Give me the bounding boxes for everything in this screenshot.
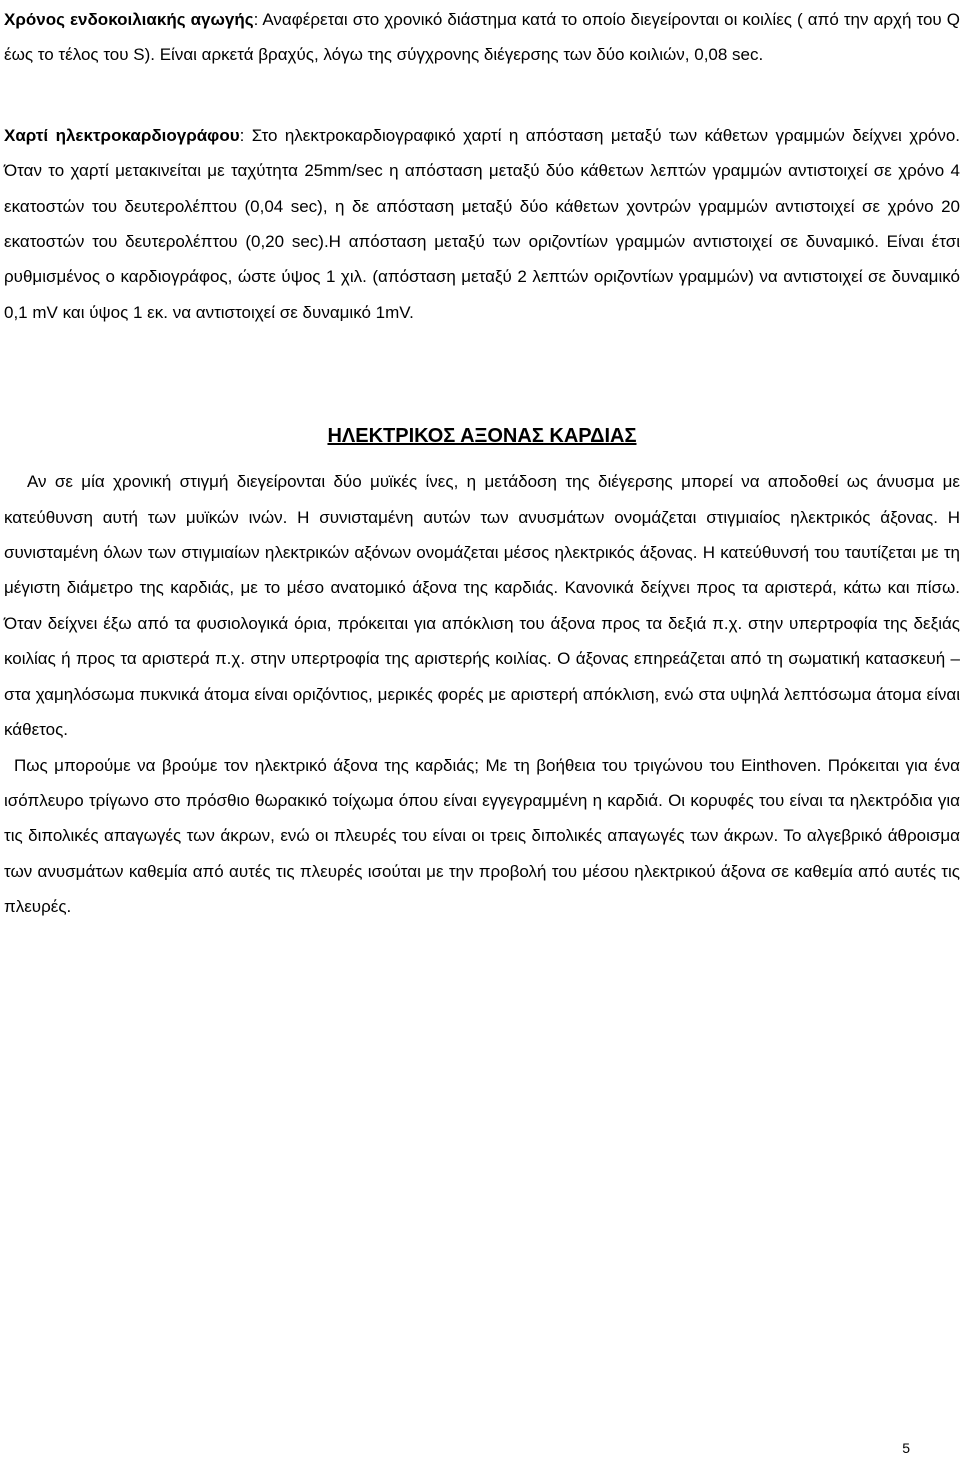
document-page — [4, 0, 960, 925]
section-heading: ΗΛΕΚΤΡΙΚΟΣ ΑΞΟΝΑΣ ΚΑΡΔΙΑΣ — [327, 425, 637, 448]
paragraph-text: : Αναφέρεται στο χρονικό διάστημα κατά το οποίο διεγείρονται οι κοιλίες ( από την αρχή του Q έως το τέλος του S). Είναι αρκετά βραχύς, λόγω της σύγχρονης διέγερσης των δύο κοιλιών, 0,08 sec. — [4, 10, 960, 65]
page-number: 5 — [902, 1440, 910, 1456]
paragraph-electrical-axis: Αν σε μία χρονική στιγμή διεγείρονται δύο μυϊκές ίνες, η μετάδοση της διέγερσης μπορεί να αποδοθεί ως άνυσμα με κατεύθυνση αυτή των μυϊκών ινών. Η συνισταμένη αυτών των ανυσμάτων ονομάζεται στιγμιαίος ηλεκτρικός άξονας. Η συνισταμένη όλων των στιγμιαίων ηλεκτρικών αξόνων ονομάζεται μέσος ηλεκτρικός άξονας. Η κατεύθυνσή του ταυτίζεται με τη μέγιστη διάμετρο της καρδιάς, με το μέσο ανατομικό άξονα της καρδιάς. Κανονικά δείχνει προς τα αριστερά, κάτω και πίσω. Όταν δείχνει έξω από τα φυσιολογικά όρια, πρόκειται για απόκλιση του άξονα προς τα δεξιά π.χ. στην υπερτροφία της δεξιάς κοιλίας ή προς τα αριστερά π.χ. στην υπερτροφία της αριστερής κοιλίας. Ο άξονας επηρεάζεται από τη σωματική κατασκευή – στα χαμηλόσωμα πυκνικά άτομα είναι οριζόντιος, μερικές φορές με αριστερή απόκλιση, ενώ στα υψηλά λεπτόσωμα άτομα είναι κάθετος. — [4, 472, 960, 740]
paragraph-intraventricular-conduction — [4, 0, 960, 73]
paragraph-ecg-paper — [4, 118, 960, 330]
term-intraventricular-conduction: Χρόνος ενδοκοιλιακής αγωγής — [4, 10, 254, 29]
paragraph-einthoven-triangle: Πως μπορούμε να βρούμε τον ηλεκτρικό άξονα της καρδιάς; Με τη βοήθεια του τριγώνου του Einthoven. Πρόκειται για ένα ισόπλευρο τρίγωνο στο πρόσθιο θωρακικό τοίχωμα όπου είναι εγγεγραμμένη η καρδιά. Οι κορυφές του είναι τα ηλεκτρόδια για τις διπολικές απαγωγές των άκρων, ενώ οι πλευρές του είναι οι τρεις διπολικές απαγωγές των άκρων. Το αλγεβρικό άθροισμα των ανυσμάτων καθεμία από αυτές τις πλευρές ισούται με την προβολή του μέσου ηλεκτρικού άξονα σε καθεμία από αυτές τις πλευρές. — [4, 755, 960, 917]
paragraph-text: : Στο ηλεκτροκαρδιογραφικό χαρτί η απόσταση μεταξύ των κάθετων γραμμών δείχνει χρόνο. Όταν το χαρτί μετακινείται με ταχύτητα 25mm/sec η απόσταση μεταξύ δύο κάθετων λεπτών γραμμών αντιστοιχεί σε χρόνο 4 εκατοστών του δευτερολέπτου (0,04 sec), η δε απόσταση μεταξύ δύο κάθετων χοντρών γραμμών αντιστοιχεί σε χρόνο 20 εκατοστών του δευτερολέπτου (0,20 sec).Η απόσταση μεταξύ των οριζοντίων γραμμών αντιστοιχεί σε δυναμικό. Είναι έτσι ρυθμισμένος ο καρδιογράφος, ώστε ύψος 1 χιλ. (απόσταση μεταξύ 2 λεπτών οριζοντίων γραμμών) να αντιστοιχεί σε δυναμικό 0,1 mV και ύψος 1 εκ. να αντιστοιχεί σε δυναμικό 1mV. — [4, 125, 960, 322]
term-ecg-paper: Χαρτί ηλεκτροκαρδιογράφου — [4, 125, 240, 145]
